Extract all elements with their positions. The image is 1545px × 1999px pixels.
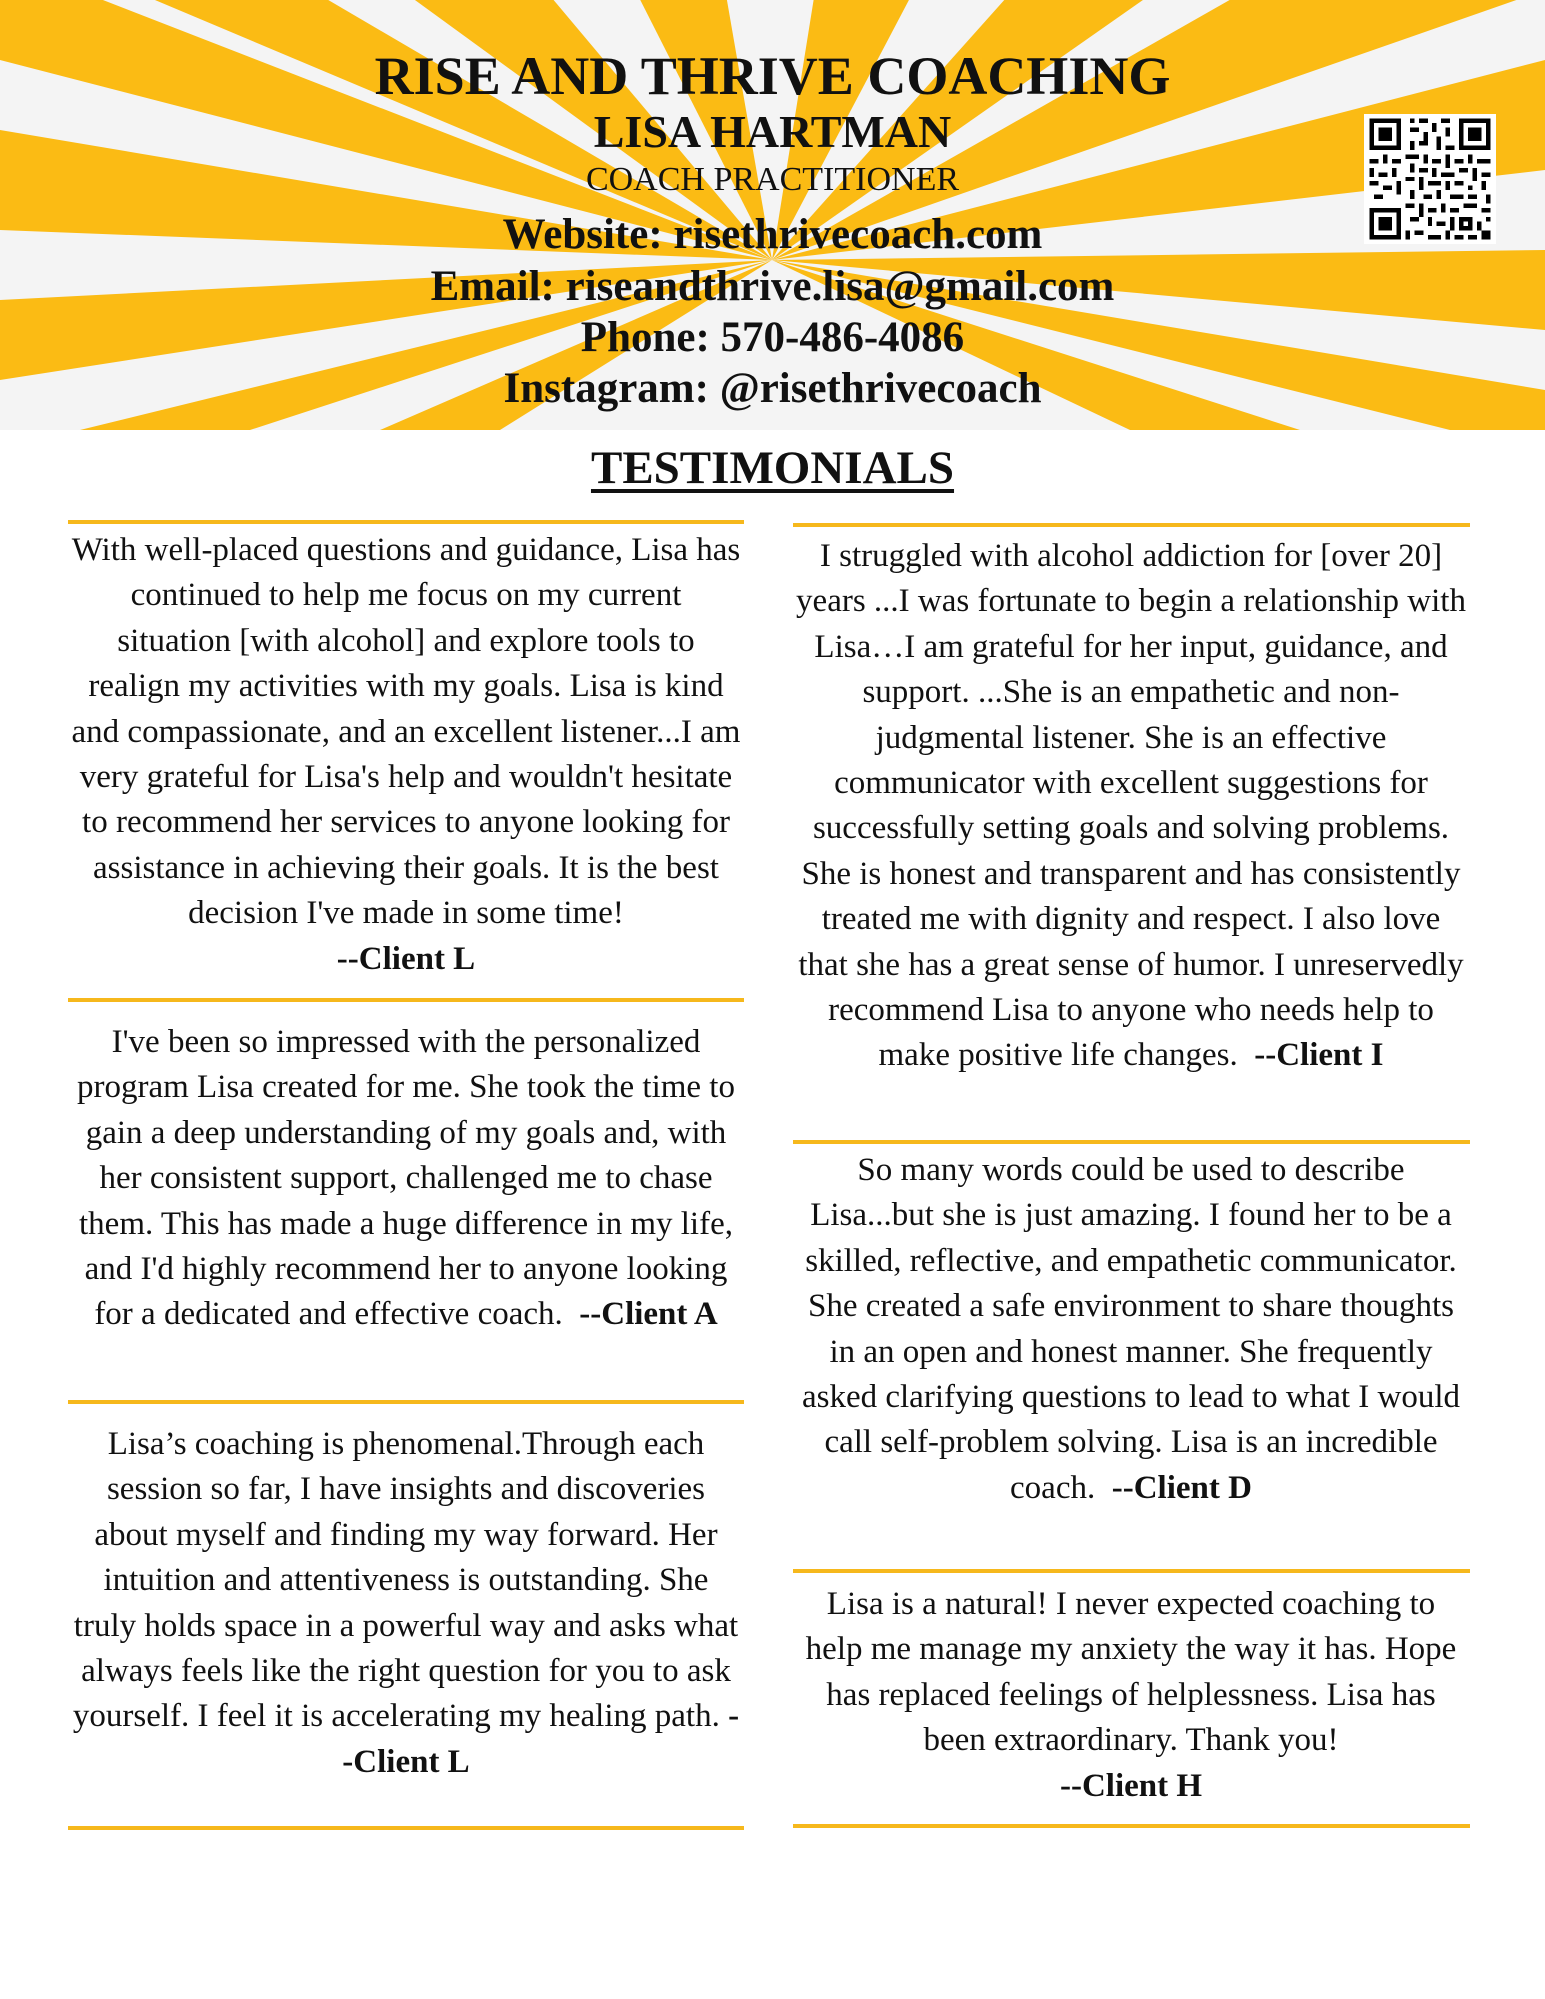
divider-line [68, 520, 744, 524]
testimonial-text: So many words could be used to describe Lisa...but she is just amazing. I found her to be a skilled, reflective, and empathetic communicator. She created a safe environment to share thoughts in an open and honest manner. She frequently asked clarifying questions to lead to what I would call self-problem solving. Lisa is an incredible coach. [801, 1152, 1461, 1506]
testimonial-text: Lisa’s coaching is phenomenal.Through each session so far, I have insights and discoveries about myself and finding my way forward. Her intuition and attentiveness is outstanding. She truly holds space in a powerful way and asks what always feels like the right question for you to ask yourself. I feel it is accelerating my healing path. [72, 1426, 739, 1735]
testimonial-card [795, 1582, 1467, 1809]
testimonial-client: --Client H [1059, 1767, 1203, 1804]
testimonial-text: With well-placed questions and guidance, Lisa has continued to help me focus on my current situation [with alcohol] and explore tools to realign my activities with my goals. Lisa is kind and compassionate, and an excellent listener...I am very grateful for Lisa's help and wouldn't hesitate to recommend her services to anyone looking for assistance in achieving their goals. It is the best decision I've made in some time! [71, 532, 741, 932]
divider-line [68, 998, 744, 1002]
divider-line [68, 1826, 744, 1830]
testimonial-text: I've been so impressed with the personalized program Lisa created for me. She took the time to gain a deep understanding of my goals and, with her consistent support, challenged me to chase them. This has made a huge difference in my life, and I'd highly recommend her to anyone looking for a dedicated and effective coach. [77, 1024, 735, 1333]
divider-line [793, 1569, 1470, 1573]
testimonial-client: --Client A [579, 1296, 718, 1333]
section-title: TESTIMONIALS [590, 442, 955, 494]
testimonial-text: Lisa is a natural! I never expected coaching to help me manage my anxiety the way it has. Hope has replaced feelings of helplessness. Lisa has been extraordinary. Thank you! [805, 1586, 1457, 1759]
brand-name: RISE AND THRIVE COACHING [374, 46, 1171, 106]
divider-line [68, 1400, 744, 1404]
instagram-link[interactable]: Instagram: @risethrivecoach [503, 365, 1042, 412]
phone-link[interactable]: Phone: 570-486-4086 [580, 314, 965, 361]
testimonial-text: I struggled with alcohol addiction for [over 20] years ...I was fortunate to begin a relationship with Lisa…I am grateful for her input, guidance, and support. ...She is an empathetic and non-judgmental listener. She is an effective communicator with excellent suggestions for successfully setting goals and solving problems. She is honest and transparent and has consistently treated me with dignity and respect. I also love that she has a great sense of humor. I unreservedly recommend Lisa to anyone who needs help to make positive life changes. [796, 538, 1466, 1074]
qr-code-icon[interactable] [1364, 114, 1496, 244]
testimonial-card [70, 1020, 742, 1338]
testimonial-card [70, 528, 742, 982]
divider-line [793, 523, 1470, 527]
testimonial-client: --Client L [342, 1698, 740, 1780]
testimonial-client: --Client I [1254, 1037, 1384, 1074]
coach-role: COACH PRACTITIONER [585, 161, 960, 198]
divider-line [793, 1824, 1470, 1828]
testimonial-client: --Client D [1111, 1469, 1252, 1506]
email-link[interactable]: Email: riseandthrive.lisa@gmail.com [430, 263, 1115, 310]
testimonial-client: --Client L [336, 940, 476, 977]
website-link[interactable]: Website: risethrivecoach.com [502, 211, 1043, 258]
coach-name: LISA HARTMAN [593, 106, 952, 157]
header-banner [0, 0, 1545, 430]
divider-line [793, 1140, 1470, 1144]
testimonial-card [795, 534, 1467, 1079]
testimonial-card [795, 1148, 1467, 1511]
testimonial-card [70, 1422, 742, 1785]
